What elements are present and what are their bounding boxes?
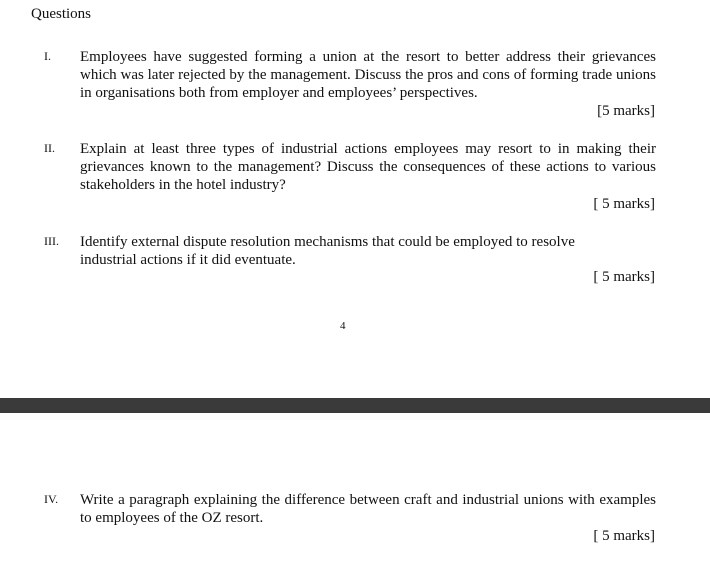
question-text: Employees have suggested forming a union at the resort to better address their grievances which was later rejected by the management. Discuss the pros and cons of forming trade unions in organisations both from employer and employees’ perspectives. [80, 49, 656, 101]
page-number: 4 [340, 320, 346, 332]
question-text: Explain at least three types of industrial actions employees may resort to in making their grievances known to the management? Discuss the consequences of these actions to various stakeholders in the hotel industry? [80, 141, 656, 193]
question-number: IV. [44, 492, 59, 506]
questions-heading: Questions [31, 6, 91, 22]
question-text: Write a paragraph explaining the difference between craft and industrial unions with examples to employees of the OZ resort. [80, 492, 656, 526]
question-text: Identify external dispute resolution mechanisms that could be employed to resolve industrial actions if it did eventuate. [80, 234, 575, 268]
page-divider [0, 398, 710, 413]
question-number: II. [44, 141, 55, 155]
question-number: I. [44, 49, 51, 63]
question-number: III. [44, 234, 59, 248]
question-marks: [5 marks] [597, 103, 655, 119]
question-marks: [ 5 marks] [593, 528, 655, 544]
question-marks: [ 5 marks] [593, 196, 655, 212]
question-marks: [ 5 marks] [593, 269, 655, 285]
